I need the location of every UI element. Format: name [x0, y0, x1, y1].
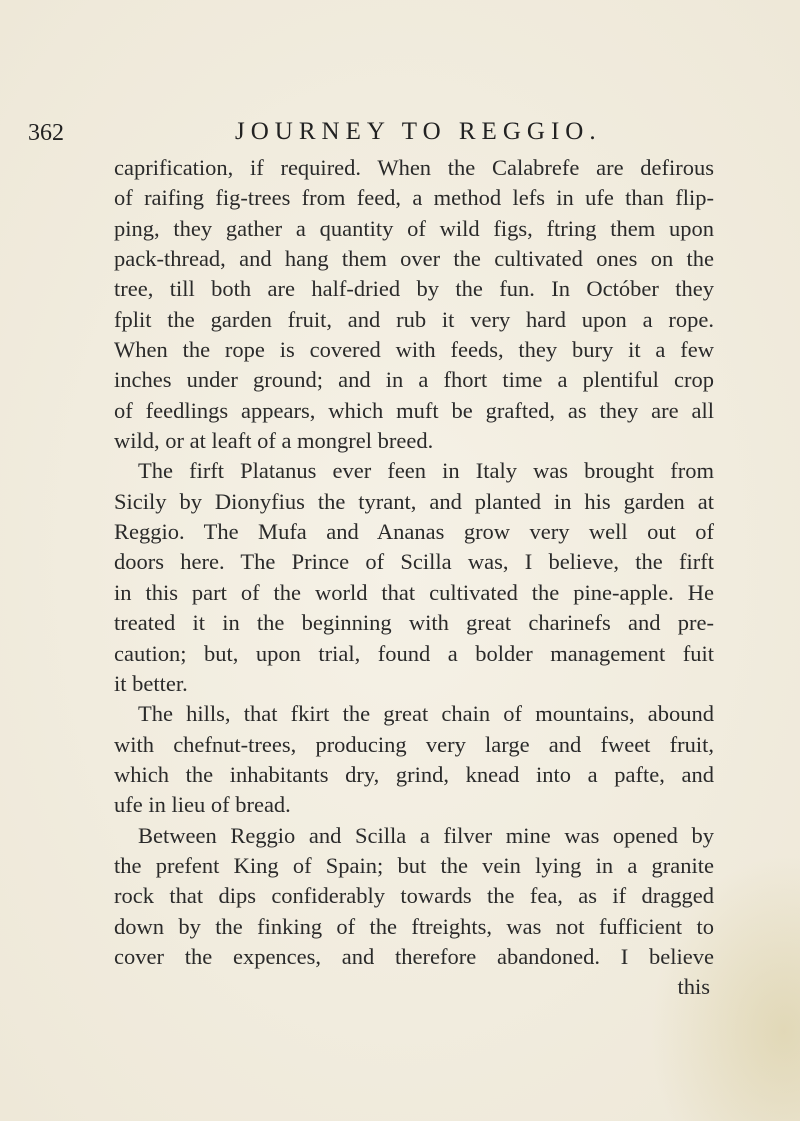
text-line: ping, they gather a quantity of wild figs, ftring them upon: [114, 215, 714, 241]
text-line: ufe in lieu of bread.: [114, 792, 291, 818]
text-line: inches under ground; and in a fhort time a plentiful crop: [114, 367, 714, 393]
text-line: which the inhabitants dry, grind, knead into a pafte, and: [114, 761, 714, 787]
text-line: caprification, if required. When the Calabrefe are defirous: [114, 155, 714, 180]
page-number: 362: [28, 120, 64, 146]
text-line: treated it in the beginning with great charinefs and pre-: [114, 610, 714, 636]
text-line: wild, or at leaft of a mongrel breed.: [114, 428, 434, 454]
paragraph-start: The hills, that fkirt the great chain of mountains, abound: [138, 701, 714, 727]
text-line: cover the expences, and therefore abandoned. I believe: [114, 943, 714, 969]
text-line: When the rope is covered with feeds, they bury it a few: [114, 337, 714, 363]
running-head: [0, 118, 800, 148]
text-line: fplit the garden fruit, and rub it very hard upon a rope.: [114, 306, 714, 332]
text-line: Sicily by Dionyfius the tyrant, and planted in his garden at: [114, 488, 714, 514]
text-line: it better.: [114, 670, 188, 696]
text-line: doors here. The Prince of Scilla was, I believe, the firft: [114, 549, 714, 575]
body-text: [114, 153, 714, 1003]
text-line: in this part of the world that cultivated the pine-apple. He: [114, 579, 714, 605]
text-line: rock that dips confiderably towards the fea, as if dragged: [114, 883, 714, 909]
text-line: caution; but, upon trial, found a bolder management fuit: [114, 640, 714, 666]
text-line: pack-thread, and hang them over the cultivated ones on the: [114, 246, 714, 272]
running-title: JOURNEY TO REGGIO.: [235, 118, 602, 145]
text-line: of feedlings appears, which muft be grafted, as they are all: [114, 397, 714, 423]
text-line: tree, till both are half-dried by the fun. In Octóber they: [114, 276, 714, 302]
text-line: with chefnut-trees, producing very large and fweet fruit,: [114, 731, 714, 757]
paragraph-start: The firft Platanus ever feen in Italy was brought from: [138, 458, 714, 484]
text-line: Reggio. The Mufa and Ananas grow very well out of: [114, 519, 714, 545]
paragraph-start: Between Reggio and Scilla a filver mine was opened by: [138, 822, 714, 848]
text-line: down by the finking of the ftreights, was not fufficient to: [114, 913, 714, 939]
text-line: of raifing fig-trees from feed, a method lefs in ufe than flip-: [114, 185, 714, 211]
catchword: this: [677, 974, 710, 1000]
text-line: the prefent King of Spain; but the vein lying in a granite: [114, 852, 714, 878]
